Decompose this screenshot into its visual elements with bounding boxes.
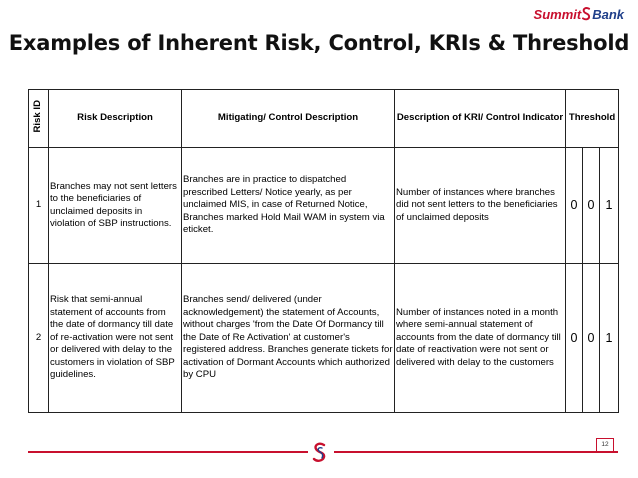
summit-bank-logo: [534, 5, 624, 23]
header-risk-description: Risk Description: [49, 90, 182, 148]
footer-divider-left: [28, 451, 308, 453]
threshold-cell: 0: [583, 148, 600, 264]
threshold-cell: 0: [566, 264, 583, 413]
page-title: Examples of Inherent Risk, Control, KRIs & Threshold: [8, 31, 630, 55]
logo-text-bank: Bank: [592, 6, 624, 22]
threshold-cell: 1: [600, 148, 619, 264]
table-row: [29, 264, 619, 413]
risk-id-cell: 2: [29, 264, 49, 413]
header-control-description: Mitigating/ Control Description: [182, 90, 395, 148]
footer-divider-right: [334, 451, 618, 453]
risk-table: [28, 89, 619, 413]
table-row: [29, 148, 619, 264]
header-risk-id: Risk ID: [29, 90, 49, 148]
summit-s-footer-icon: [312, 442, 328, 464]
threshold-cell: 0: [583, 264, 600, 413]
table-header-row: [29, 90, 619, 148]
control-description-cell: Branches send/ delivered (under acknowledgement) the statement of Accounts, without charges 'from the Date Of Dormancy till the Date of Re Activation' at customer's registered address. Branches generate tickets for activation of Dormant Accounts which authorized by CPU: [182, 264, 395, 413]
page-number: 12: [596, 438, 614, 452]
summit-s-logo-icon: [582, 7, 591, 21]
kri-description-cell: Number of instances where branches did not sent letters to the beneficiaries of unclaimed deposits: [395, 148, 566, 264]
header-kri-description: Description of KRI/ Control Indicator: [395, 90, 566, 148]
threshold-cell: 1: [600, 264, 619, 413]
risk-id-cell: 1: [29, 148, 49, 264]
kri-description-cell: Number of instances noted in a month where semi-annual statement of accounts from the date of dormancy till date of reactivation were not sent or delivered with delay to the customers: [395, 264, 566, 413]
control-description-cell: Branches are in practice to dispatched prescribed Letters/ Notice yearly, as per unclaimed MIS, in case of Returned Notice, Branches marked Hold Mail WAM in system via eticket.: [182, 148, 395, 264]
header-threshold: Threshold: [566, 90, 619, 148]
risk-description-cell: Risk that semi-annual statement of accounts from the date of dormancy till date of re-activation were not sent or delivered with delay to the customers in violation of SBP guidelines.: [49, 264, 182, 413]
risk-description-cell: Branches may not sent letters to the beneficiaries of unclaimed deposits in violation of SBP instructions.: [49, 148, 182, 264]
threshold-cell: 0: [566, 148, 583, 264]
logo-text-summit: Summit: [533, 6, 582, 22]
